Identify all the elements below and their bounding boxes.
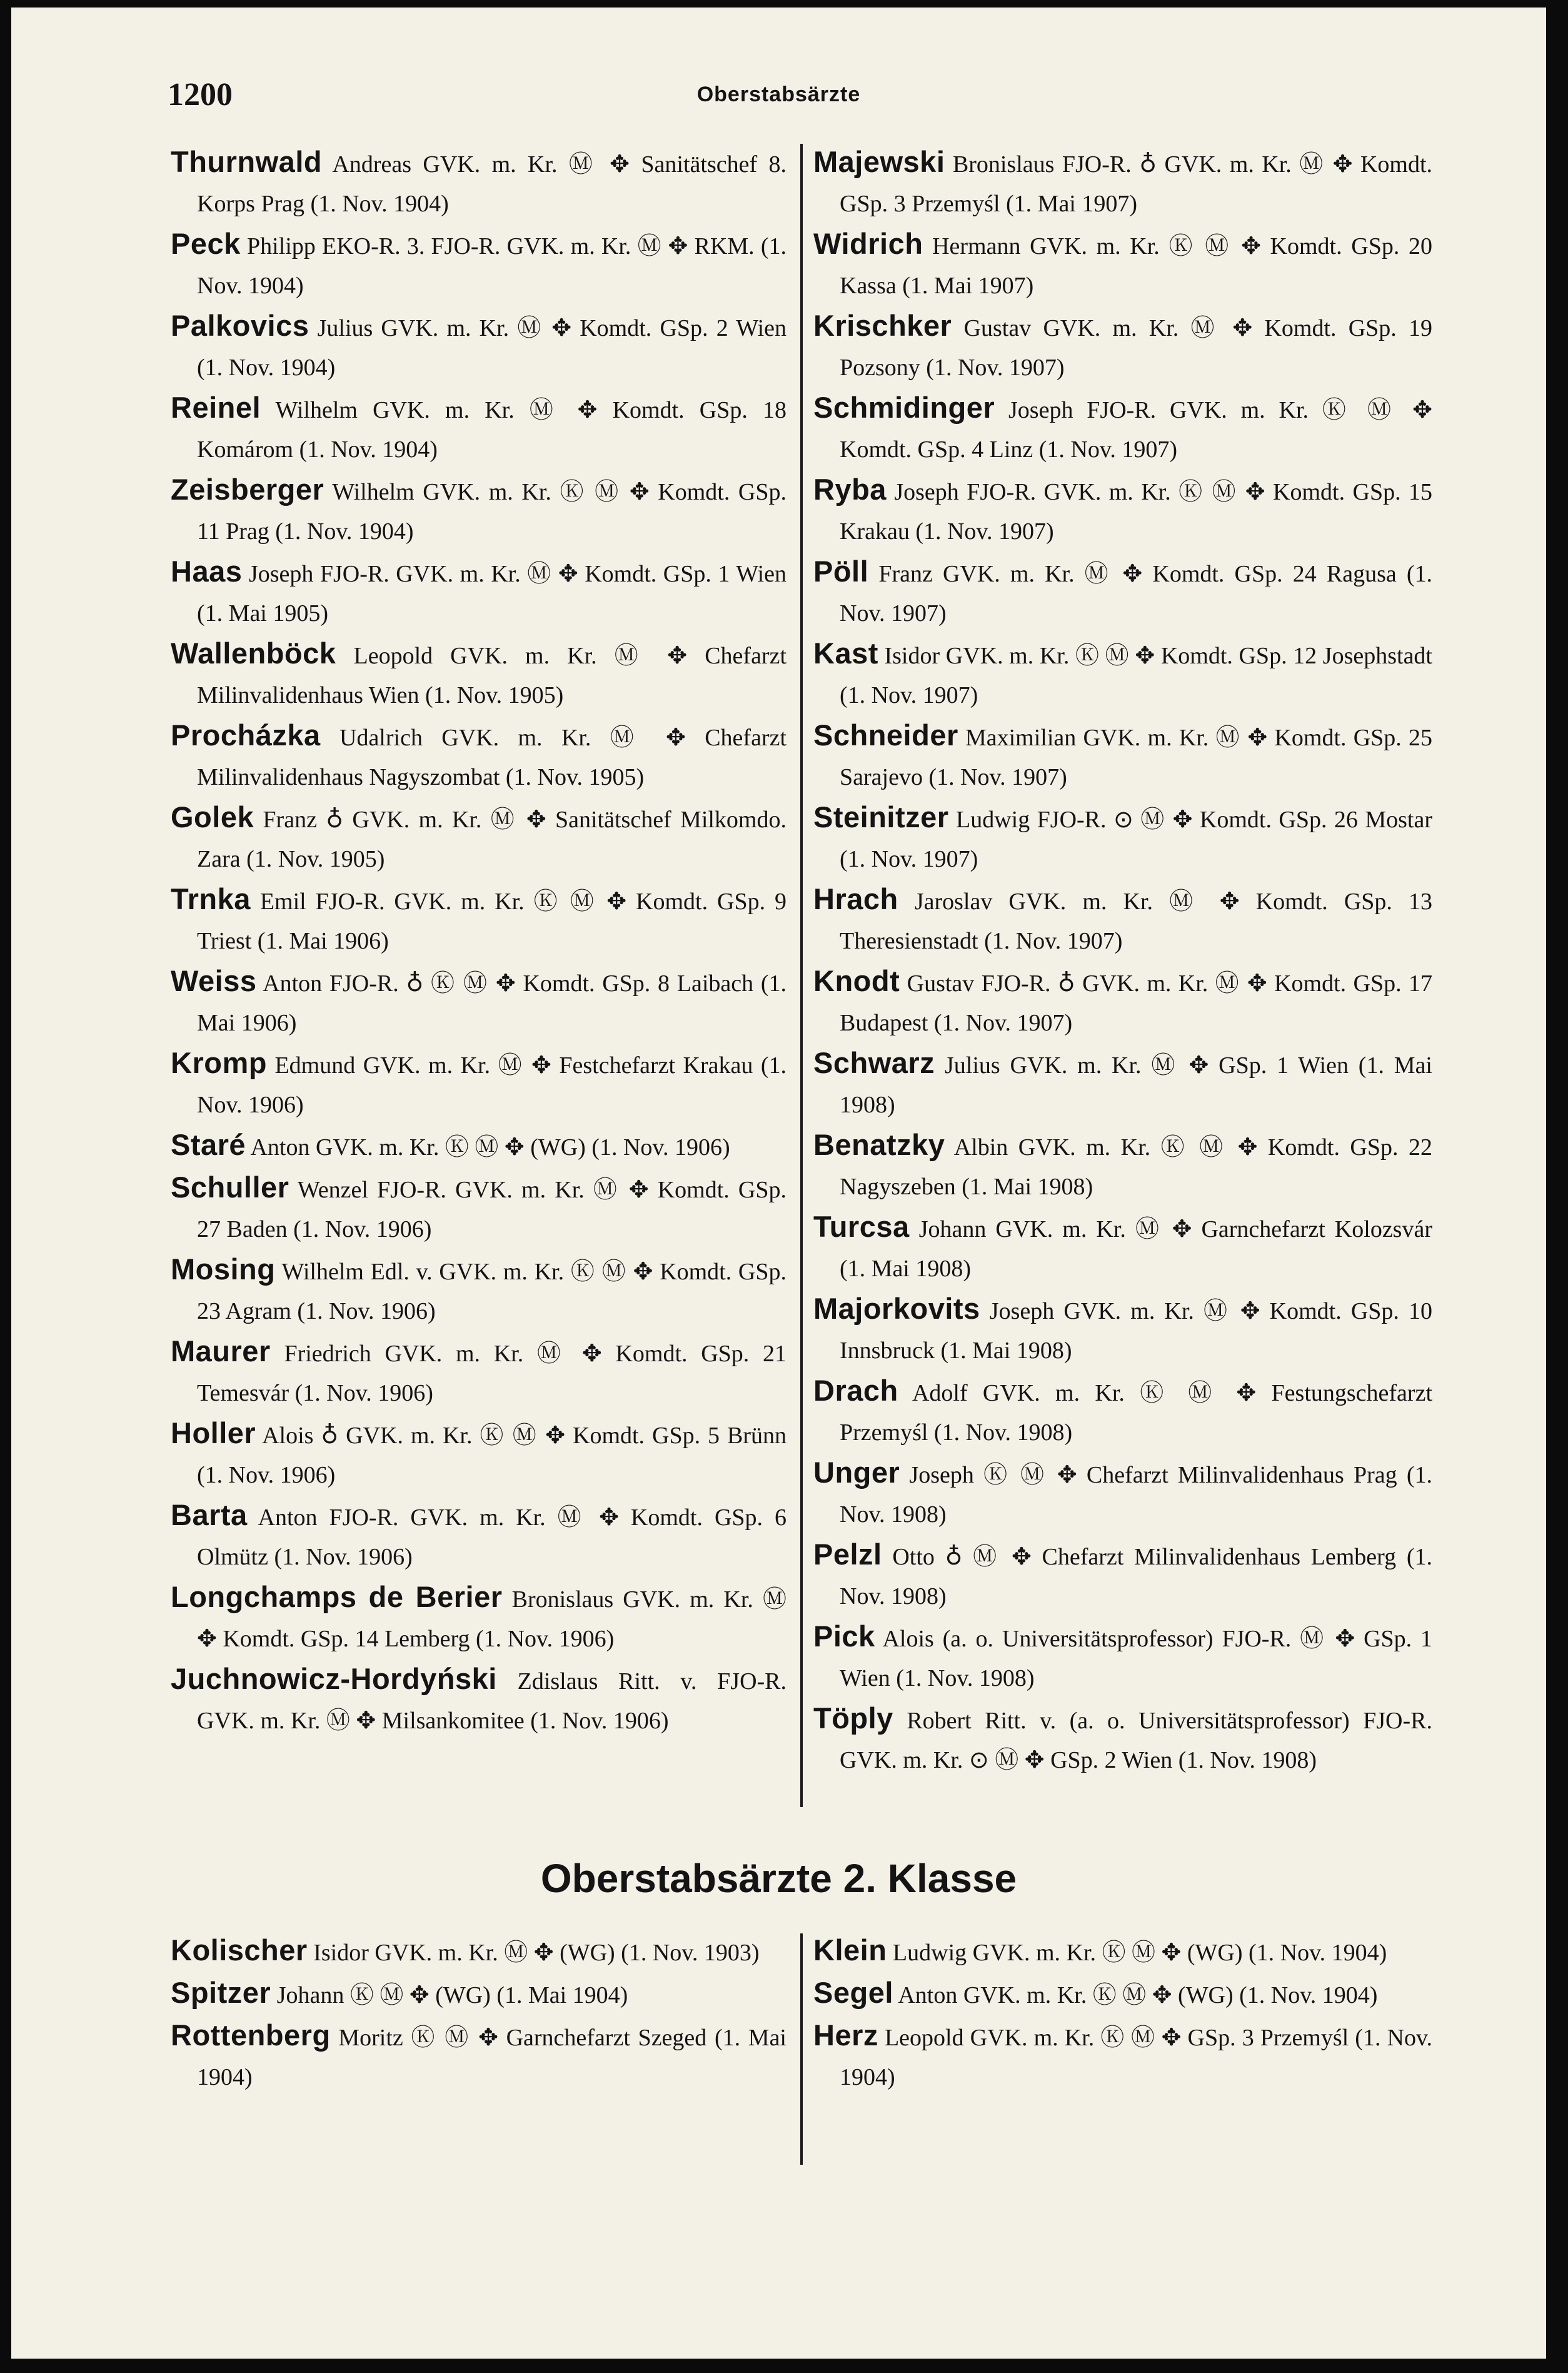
register-entry xyxy=(813,1289,1432,1371)
register-entry xyxy=(171,552,787,633)
register-entry xyxy=(813,633,1432,715)
register-entry xyxy=(813,1698,1432,1780)
entry-details: Franz GVK. m. Kr. Ⓜ ✥ Komdt. GSp. 24 Ragusa (1. Nov. 1907) xyxy=(840,561,1433,627)
entry-surname: Kast xyxy=(813,637,878,670)
register-entry xyxy=(171,1495,787,1577)
entry-details: Emil FJO-R. GVK. m. Kr. Ⓚ Ⓜ ✥ Komdt. GSp. 9 Triest (1. Mai 1906) xyxy=(197,889,787,954)
entry-details: Hermann GVK. m. Kr. Ⓚ Ⓜ ✥ Komdt. GSp. 20 Kassa (1. Mai 1907) xyxy=(840,233,1432,299)
register-entry xyxy=(813,552,1432,633)
register-entry xyxy=(171,1413,787,1495)
register-entry xyxy=(813,306,1432,388)
entry-surname: Steinitzer xyxy=(813,800,949,834)
register-entry xyxy=(813,1371,1432,1453)
entry-details: Zdislaus Ritt. v. FJO-R. GVK. m. Kr. Ⓜ ✥ Milsankomitee (1. Nov. 1906) xyxy=(197,1668,787,1734)
entry-details: Joseph FJO-R. GVK. m. Kr. Ⓜ ✥ Komdt. GSp. 1 Wien (1. Mai 1905) xyxy=(197,561,787,627)
register-entry xyxy=(813,142,1432,224)
entry-surname: Staré xyxy=(171,1128,246,1161)
entry-details: Andreas GVK. m. Kr. Ⓜ ✥ Sanitätschef 8. Korps Prag (1. Nov. 1904) xyxy=(197,151,787,217)
entry-surname: Töply xyxy=(813,1701,893,1735)
register-entry xyxy=(813,470,1432,552)
entry-details: Edmund GVK. m. Kr. Ⓜ ✥ Festchefarzt Krakau (1. Nov. 1906) xyxy=(197,1052,787,1118)
entry-details: Anton FJO-R. GVK. m. Kr. Ⓜ ✥ Komdt. GSp. 6 Olmütz (1. Nov. 1906) xyxy=(197,1504,787,1570)
entry-surname: Spitzer xyxy=(171,1976,271,2009)
entry-surname: Benatzky xyxy=(813,1128,945,1161)
right-column-lower xyxy=(813,1930,1432,2097)
entry-surname: Holler xyxy=(171,1416,256,1449)
register-entry xyxy=(813,1453,1432,1534)
entry-surname: Drach xyxy=(813,1374,898,1407)
entry-surname: Schuller xyxy=(171,1171,289,1204)
entry-details: Joseph FJO-R. GVK. m. Kr. Ⓚ Ⓜ ✥ Komdt. GSp. 4 Linz (1. Nov. 1907) xyxy=(840,397,1432,463)
entry-surname: Wallenböck xyxy=(171,637,336,670)
entry-surname: Schmidinger xyxy=(813,391,995,424)
entry-surname: Hrach xyxy=(813,882,898,915)
entry-details: Jaroslav GVK. m. Kr. Ⓜ ✥ Komdt. GSp. 13 Theresienstadt (1. Nov. 1907) xyxy=(840,889,1432,954)
register-entry xyxy=(171,224,787,306)
entry-surname: Rottenberg xyxy=(171,2018,331,2052)
entry-details: Leopold GVK. m. Kr. Ⓜ ✥ Chefarzt Milinvalidenhaus Wien (1. Nov. 1905) xyxy=(197,643,787,708)
register-entry xyxy=(171,1249,787,1331)
register-entry xyxy=(813,1973,1432,2015)
entry-surname: Schneider xyxy=(813,718,958,752)
entry-surname: Segel xyxy=(813,1976,893,2009)
register-entry xyxy=(813,1930,1432,1973)
register-entry xyxy=(813,224,1432,306)
entry-surname: Mosing xyxy=(171,1252,276,1286)
register-entry xyxy=(813,1616,1432,1698)
section-heading: Oberstabsärzte xyxy=(696,83,861,106)
column-divider xyxy=(800,144,803,1807)
entry-details: Gustav FJO-R. ♁ GVK. m. Kr. Ⓜ ✥ Komdt. GSp. 17 Budapest (1. Nov. 1907) xyxy=(840,970,1433,1036)
subsection-title: Oberstabsärzte 2. Klasse xyxy=(540,1856,1017,1901)
register-entry xyxy=(171,715,787,797)
entry-surname: Haas xyxy=(171,555,243,588)
register-entry xyxy=(813,2015,1432,2097)
entry-surname: Barta xyxy=(171,1498,248,1531)
register-entry xyxy=(813,388,1432,470)
entry-details: Wilhelm GVK. m. Kr. Ⓚ Ⓜ ✥ Komdt. GSp. 11 Prag (1. Nov. 1904) xyxy=(197,479,787,545)
register-entry xyxy=(171,142,787,224)
entry-details: Franz ♁ GVK. m. Kr. Ⓜ ✥ Sanitätschef Milkomdo. Zara (1. Nov. 1905) xyxy=(197,807,787,872)
entry-details: Udalrich GVK. m. Kr. Ⓜ ✥ Chefarzt Milinvalidenhaus Nagyszombat (1. Nov. 1905) xyxy=(197,725,787,790)
register-entry xyxy=(171,961,787,1043)
register-entry xyxy=(171,1930,787,1973)
entry-surname: Unger xyxy=(813,1456,900,1489)
register-entry xyxy=(171,1043,787,1125)
entry-details: Alois ♁ GVK. m. Kr. Ⓚ Ⓜ ✥ Komdt. GSp. 5 Brünn (1. Nov. 1906) xyxy=(197,1423,787,1488)
entry-surname: Pick xyxy=(813,1620,875,1653)
entry-surname: Pöll xyxy=(813,555,869,588)
entry-surname: Weiss xyxy=(171,964,257,997)
register-entry xyxy=(171,388,787,470)
entry-details: Philipp EKO-R. 3. FJO-R. GVK. m. Kr. Ⓜ ✥ RKM. (1. Nov. 1904) xyxy=(197,233,787,299)
entry-surname: Zeisberger xyxy=(171,473,324,506)
entry-details: Isidor GVK. m. Kr. Ⓚ Ⓜ ✥ Komdt. GSp. 12 Josephstadt (1. Nov. 1907) xyxy=(840,643,1432,708)
entry-details: Ludwig FJO-R. ⊙ Ⓜ ✥ Komdt. GSp. 26 Mostar (1. Nov. 1907) xyxy=(840,807,1433,872)
register-entry xyxy=(171,2015,787,2097)
register-entry xyxy=(813,879,1432,961)
register-entry xyxy=(171,306,787,388)
entry-surname: Widrich xyxy=(813,227,923,260)
register-entry xyxy=(813,715,1432,797)
entry-details: Bronislaus FJO-R. ♁ GVK. m. Kr. Ⓜ ✥ Komdt. GSp. 3 Przemyśl (1. Mai 1907) xyxy=(840,151,1433,217)
entry-surname: Klein xyxy=(813,1933,887,1967)
entry-surname: Knodt xyxy=(813,964,900,997)
left-column-lower xyxy=(171,1930,787,2097)
entry-details: Joseph GVK. m. Kr. Ⓜ ✥ Komdt. GSp. 10 Innsbruck (1. Mai 1908) xyxy=(840,1298,1432,1364)
running-head xyxy=(11,76,1546,133)
entry-surname: Kromp xyxy=(171,1046,267,1079)
entry-details: Anton GVK. m. Kr. Ⓚ Ⓜ ✥ (WG) (1. Nov. 1904) xyxy=(898,1982,1378,2008)
register-entry xyxy=(171,1125,787,1167)
entry-details: Maximilian GVK. m. Kr. Ⓜ ✥ Komdt. GSp. 25 Sarajevo (1. Nov. 1907) xyxy=(840,725,1433,790)
right-column-upper xyxy=(813,142,1432,1780)
entry-details: Anton GVK. m. Kr. Ⓚ Ⓜ ✥ (WG) (1. Nov. 1906) xyxy=(250,1134,730,1161)
entry-surname: Ryba xyxy=(813,473,887,506)
entry-surname: Juchnowicz-Hordyński xyxy=(171,1662,497,1695)
book-page xyxy=(11,8,1546,2359)
column-divider-lower xyxy=(800,1933,803,2165)
entry-details: Johann Ⓚ Ⓜ ✥ (WG) (1. Mai 1904) xyxy=(276,1982,628,2008)
entry-surname: Golek xyxy=(171,800,254,834)
entry-surname: Procházka xyxy=(171,718,321,752)
entry-surname: Trnka xyxy=(171,882,251,915)
entry-details: Wenzel FJO-R. GVK. m. Kr. Ⓜ ✥ Komdt. GSp. 27 Baden (1. Nov. 1906) xyxy=(197,1177,787,1242)
entry-surname: Pelzl xyxy=(813,1538,882,1571)
entry-details: Joseph FJO-R. GVK. m. Kr. Ⓚ Ⓜ ✥ Komdt. GSp. 15 Krakau (1. Nov. 1907) xyxy=(840,479,1433,545)
entry-details: Johann GVK. m. Kr. Ⓜ ✥ Garnchefarzt Kolozsvár (1. Mai 1908) xyxy=(840,1216,1432,1282)
entry-surname: Longchamps de Berier xyxy=(171,1580,503,1613)
register-entry xyxy=(813,797,1432,879)
entry-surname: Schwarz xyxy=(813,1046,935,1079)
entry-details: Isidor GVK. m. Kr. Ⓜ ✥ (WG) (1. Nov. 1903) xyxy=(313,1940,760,1966)
entry-details: Gustav GVK. m. Kr. Ⓜ ✥ Komdt. GSp. 19 Pozsony (1. Nov. 1907) xyxy=(840,315,1433,381)
entry-details: Robert Ritt. v. (a. o. Universitätsprofessor) FJO-R. GVK. m. Kr. ⊙ Ⓜ ✥ GSp. 2 Wien (1. Nov. 1908) xyxy=(840,1708,1433,1773)
register-entry xyxy=(171,1167,787,1249)
entry-details: Julius GVK. m. Kr. Ⓜ ✥ GSp. 1 Wien (1. Mai 1908) xyxy=(840,1052,1432,1118)
register-entry xyxy=(171,470,787,552)
entry-details: Leopold GVK. m. Kr. Ⓚ Ⓜ ✥ GSp. 3 Przemyśl (1. Nov. 1904) xyxy=(840,2025,1433,2090)
register-entry xyxy=(171,1973,787,2015)
entry-surname: Thurnwald xyxy=(171,145,323,178)
entry-surname: Kolischer xyxy=(171,1933,308,1967)
entry-surname: Reinel xyxy=(171,391,261,424)
entry-details: Moritz Ⓚ Ⓜ ✥ Garnchefarzt Szeged (1. Mai 1904) xyxy=(197,2025,787,2090)
entry-details: Bronislaus GVK. m. Kr. Ⓜ ✥ Komdt. GSp. 14 Lemberg (1. Nov. 1906) xyxy=(197,1586,787,1652)
entry-surname: Herz xyxy=(813,2018,878,2052)
register-entry xyxy=(171,633,787,715)
entry-surname: Turcsa xyxy=(813,1210,910,1243)
entry-surname: Peck xyxy=(171,227,241,260)
register-entry xyxy=(171,879,787,961)
register-entry xyxy=(171,1577,787,1659)
entry-details: Friedrich GVK. m. Kr. Ⓜ ✥ Komdt. GSp. 21 Temesvár (1. Nov. 1906) xyxy=(197,1341,787,1406)
register-entry xyxy=(171,1331,787,1413)
left-column-upper xyxy=(171,142,787,1741)
register-entry xyxy=(813,961,1432,1043)
entry-details: Ludwig GVK. m. Kr. Ⓚ Ⓜ ✥ (WG) (1. Nov. 1904) xyxy=(892,1940,1387,1966)
entry-surname: Maurer xyxy=(171,1334,271,1368)
entry-details: Wilhelm Edl. v. GVK. m. Kr. Ⓚ Ⓜ ✥ Komdt. GSp. 23 Agram (1. Nov. 1906) xyxy=(197,1259,787,1324)
entry-surname: Majorkovits xyxy=(813,1292,980,1325)
register-entry xyxy=(813,1043,1432,1125)
entry-details: Julius GVK. m. Kr. Ⓜ ✥ Komdt. GSp. 2 Wien (1. Nov. 1904) xyxy=(197,315,787,381)
entry-surname: Majewski xyxy=(813,145,945,178)
register-entry xyxy=(813,1125,1432,1207)
entry-details: Otto ♁ Ⓜ ✥ Chefarzt Milinvalidenhaus Lemberg (1. Nov. 1908) xyxy=(840,1544,1432,1610)
entry-details: Wilhelm GVK. m. Kr. Ⓜ ✥ Komdt. GSp. 18 Komárom (1. Nov. 1904) xyxy=(197,397,787,463)
entry-surname: Palkovics xyxy=(171,309,309,342)
entry-details: Albin GVK. m. Kr. Ⓚ Ⓜ ✥ Komdt. GSp. 22 Nagyszeben (1. Mai 1908) xyxy=(840,1134,1432,1200)
entry-details: Alois (a. o. Universitätsprofessor) FJO-R. Ⓜ ✥ GSp. 1 Wien (1. Nov. 1908) xyxy=(840,1626,1433,1691)
entry-details: Adolf GVK. m. Kr. Ⓚ Ⓜ ✥ Festungschefarzt Przemyśl (1. Nov. 1908) xyxy=(840,1380,1432,1446)
register-entry xyxy=(813,1207,1432,1289)
register-entry xyxy=(171,797,787,879)
entry-details: Joseph Ⓚ Ⓜ ✥ Chefarzt Milinvalidenhaus Prag (1. Nov. 1908) xyxy=(840,1462,1432,1528)
register-entry xyxy=(171,1659,787,1741)
entry-surname: Krischker xyxy=(813,309,952,342)
page-number: 1200 xyxy=(168,77,233,113)
entry-details: Anton FJO-R. ♁ Ⓚ Ⓜ ✥ Komdt. GSp. 8 Laibach (1. Mai 1906) xyxy=(197,970,787,1036)
register-entry xyxy=(813,1534,1432,1616)
